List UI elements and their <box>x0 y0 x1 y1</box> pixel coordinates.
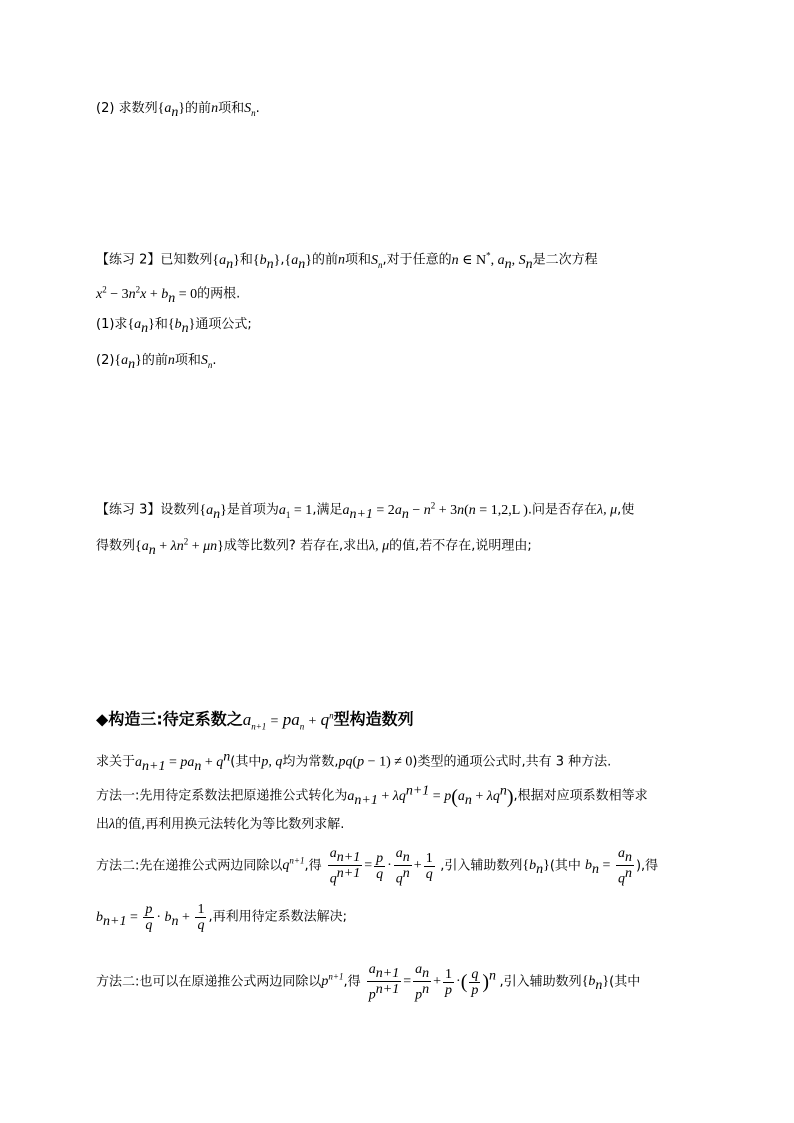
intro-text: 均为常数, <box>282 754 339 770</box>
math-method-3-equation: $\frac{a_{n+1}}{p^{n+1}}$ = $\frac{a_n}{p^n}$ + $\frac{1}{p}$ ·( $\frac{q}{p}$ )$^n$ <box>368 962 497 1003</box>
diamond-bullet-icon: ◆ <box>96 709 109 729</box>
math-n: n <box>167 353 175 368</box>
method-1-line-1 <box>96 780 648 811</box>
sub-question-label: (2) <box>96 353 115 368</box>
method-label: 方法一: <box>96 788 140 804</box>
math-an-set: $\{a_n\}$ <box>157 101 186 120</box>
math-an-set: $\{a_n\}$ <box>127 317 155 336</box>
method-text: ,引入辅助数列 <box>499 974 582 990</box>
exercise-2-line-2 <box>96 278 240 309</box>
exercise-3-text: .问是否存在 <box>527 502 598 518</box>
exercise-2-text: 已知数列 <box>160 252 213 268</box>
math-sn: $S_n$ <box>200 353 213 370</box>
exercise-2-text: 的前 <box>311 252 338 268</box>
sub-question-text: 通项公式; <box>195 317 252 332</box>
sub-question-text: 和 <box>154 317 168 332</box>
question-2-line <box>96 98 260 124</box>
math-p-q: p, q <box>261 754 283 770</box>
math-bn-set: $\{b_n\}$ <box>167 317 196 336</box>
method-text: 也可以在原递推公式两边同除以 <box>139 974 322 990</box>
math-q-power: $q^{n+1}$ <box>282 855 305 874</box>
exercise-2-text: 和 <box>239 252 253 268</box>
math-sn: $S_n$ <box>371 252 383 270</box>
method-text: ,根据对应项系数相等求 <box>513 788 648 804</box>
exercise-2-text: ,对于任意的 <box>382 252 452 268</box>
exercise-3-text: 成等比数列? 若存在,求出 <box>223 538 370 554</box>
sub-question-text: 项和 <box>174 353 201 368</box>
period: . <box>255 101 260 116</box>
method-text: ,得 <box>304 858 322 874</box>
method-text: ,再利用待定系数法解决; <box>208 909 347 925</box>
question-2-text: 求数列 <box>118 101 158 116</box>
method-text: (其中 <box>609 974 641 990</box>
sub-question-text: 的前 <box>141 353 168 368</box>
math-sequence-expression: $\{a_n + \lambda n^2 + \mu n\}$ <box>135 536 224 558</box>
exercise-3-tag: 【练习 3】 <box>96 502 161 518</box>
exercise-2-line-1 <box>96 244 598 275</box>
math-quadratic-equation: $x^2 - 3n^2x + b_n = 0$ <box>96 284 198 306</box>
exercise-3-text: 是首项为 <box>226 502 279 518</box>
math-an-set: $\{a_n\}$ <box>199 502 227 522</box>
exercise-3-line-1 <box>96 494 634 525</box>
section-title: 型构造数列 <box>333 709 414 729</box>
math-a1: $a_1 = 1$ <box>278 502 313 520</box>
exercise-2-text: , <box>280 252 285 268</box>
section-title: 构造三:待定系数之 <box>108 709 243 729</box>
exercise-2-text: 是二次方程 <box>532 252 598 268</box>
math-lambda-mu: λ, μ <box>597 502 618 518</box>
exercise-3-line-2 <box>96 530 532 561</box>
math-p-power: $p^{n+1}$ <box>321 971 344 990</box>
period: . <box>212 353 217 368</box>
exercise-3-text: 得数列 <box>96 538 136 554</box>
math-lambda: λ <box>109 817 116 832</box>
method-2-line-1 <box>96 846 658 886</box>
math-bn-set: $\{b_n\}$ <box>581 974 610 994</box>
method-3-line-1 <box>96 962 640 1002</box>
math-an-set: $\{a_n\}$ <box>114 353 142 372</box>
exercise-3-text: 设数列 <box>160 502 200 518</box>
method-text: ,得 <box>343 974 361 990</box>
math-bn-set: $\{b_n\}$ <box>522 858 550 878</box>
exercise-2-sub-1 <box>96 314 252 340</box>
math-n: n <box>338 252 345 268</box>
math-sn: $S_n$ <box>244 101 256 118</box>
intro-text: (其中 <box>230 754 262 770</box>
method-text: 出 <box>96 817 110 832</box>
math-recurrence: $a_{n+1} = 2a_n - n^2 + 3n(n = 1,2,L$ ) <box>342 500 528 522</box>
math-n-in-N: n ∈ N*, $a_n$, $S_n$ <box>451 250 533 272</box>
math-recurrence-general: $a_{n+1} = pa_n + q^n$ <box>135 749 231 774</box>
math-an-set: $\{a_n\}$ <box>212 252 240 272</box>
method-label: 方法二: <box>96 974 140 990</box>
math-an-set: $\{a_n\}$ <box>284 252 312 272</box>
method-text: ),得 <box>635 858 659 874</box>
exercise-2-text: 项和 <box>345 252 372 268</box>
exercise-3-text: ,使 <box>617 502 635 518</box>
math-bn-definition: $b_n$ = $\frac{a_n}{q^n}$ <box>585 846 632 887</box>
math-method-1-transform: $a_{n+1} + \lambda q^{n+1} = p(a_n + \lambda q^n)$ <box>347 783 514 808</box>
method-2-line-2 <box>96 902 347 933</box>
question-2-label: (2) <box>96 101 115 116</box>
math-condition: pq(p − 1) ≠ 0 <box>338 754 413 770</box>
intro-line <box>96 746 611 777</box>
exercise-2-sub-2 <box>96 350 217 376</box>
math-bn-recurrence: $b_{n+1}$ = $\frac{p}{q}$ · $b_n$ + $\frac{1}{q}$ <box>96 902 205 933</box>
intro-text: 求关于 <box>96 754 136 770</box>
math-method-2-equation: $\frac{a_{n+1}}{q^{n+1}}$ = $\frac{p}{q}$ · $\frac{a_n}{q^n}$ + $\frac{1}{q}$ <box>329 846 433 887</box>
method-text: 先在递推公式两边同除以 <box>139 858 283 874</box>
method-text: (其中 <box>549 858 581 874</box>
math-section-formula: $a_{n+1} = pa_n + q^n$ <box>242 709 334 732</box>
question-2-text-c: 项和 <box>218 101 245 116</box>
math-n: n <box>211 101 219 116</box>
method-1-line-2 <box>96 814 344 836</box>
question-2-text-b: 的前 <box>185 101 212 116</box>
math-lambda-mu: λ, μ <box>369 538 390 554</box>
method-text: 先用待定系数法把原递推公式转化为 <box>139 788 348 804</box>
method-label: 方法二: <box>96 858 140 874</box>
method-text: ,引入辅助数列 <box>440 858 523 874</box>
exercise-3-text: ,满足 <box>312 502 343 518</box>
exercise-2-tag: 【练习 2】 <box>96 252 161 268</box>
sub-question-text: 求 <box>114 317 128 332</box>
exercise-2-text: 的两根. <box>197 286 241 302</box>
sub-question-label: (1) <box>96 317 115 332</box>
math-bn-set: $\{b_n\}$ <box>252 252 281 272</box>
section-heading <box>96 704 414 737</box>
intro-text: )类型的通项公式时,共有 3 种方法. <box>412 754 612 770</box>
method-text: 的值,再利用换元法转化为等比数列求解. <box>115 817 345 832</box>
exercise-3-text: 的值,若不存在,说明理由; <box>389 538 532 554</box>
